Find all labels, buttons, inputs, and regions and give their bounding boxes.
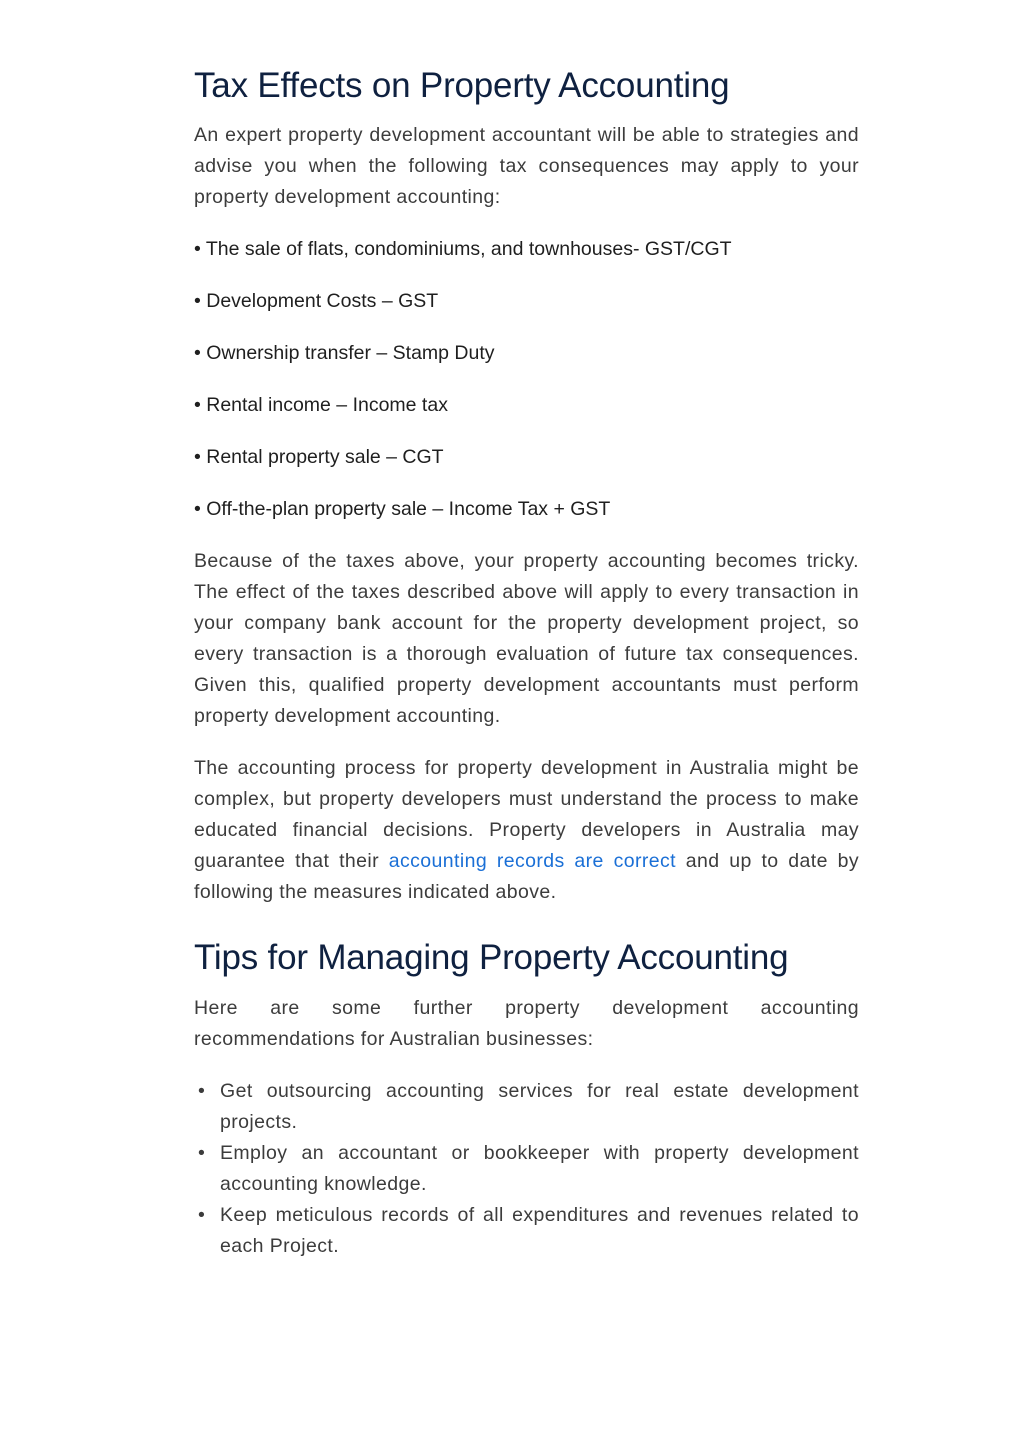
tips-intro-paragraph: Here are some further property development accounting recommendations for Australian businesses: <box>194 997 859 1050</box>
list-item-text: Get outsourcing accounting services for real estate development projects. <box>220 1080 859 1133</box>
intro-paragraph: An expert property development accountant will be able to strategies and advise you when the following tax consequences may apply to your property development accounting: <box>194 124 859 208</box>
article <box>194 62 859 1262</box>
section-heading-tax-effects: Tax Effects on Property Accounting <box>194 66 730 105</box>
bullet-icon: • <box>198 1080 206 1102</box>
tax-consequences-list <box>194 234 859 525</box>
list-item <box>194 1200 859 1262</box>
list-item: • Rental property sale – CGT <box>194 446 444 468</box>
list-item: • Rental income – Income tax <box>194 394 448 416</box>
list-item: • Development Costs – GST <box>194 290 439 312</box>
list-item <box>194 1138 859 1200</box>
list-item: • The sale of flats, condominiums, and townhouses- GST/CGT <box>194 238 732 260</box>
bullet-icon: • <box>198 1142 206 1164</box>
paragraph-text: The accounting process for property development in Australia might be complex, but property developers must understand the process to make educated financial decisions. Property developers in Australia may guarantee that their <box>194 757 859 872</box>
list-item-text: Employ an accountant or bookkeeper with property development accounting knowledge. <box>220 1142 859 1195</box>
accounting-records-link[interactable]: accounting records are correct <box>388 850 676 872</box>
tips-list <box>194 1076 859 1262</box>
list-item <box>194 1076 859 1138</box>
body-paragraph-process <box>194 753 859 908</box>
body-paragraph-taxes: Because of the taxes above, your property accounting becomes tricky. The effect of the taxes described above will apply to every transaction in your company bank account for the property development project, so every transaction is a thorough evaluation of future tax consequences. Given this, qualified property development accountants must perform property development accounting. <box>194 550 859 727</box>
list-item: • Ownership transfer – Stamp Duty <box>194 342 495 364</box>
list-item-text: Keep meticulous records of all expenditures and revenues related to each Project. <box>220 1204 859 1257</box>
paragraph-text: and up to date by following the measures indicated above. <box>194 850 859 903</box>
list-item: • Off-the-plan property sale – Income Tax + GST <box>194 498 611 520</box>
section-heading-tips: Tips for Managing Property Accounting <box>194 938 789 977</box>
bullet-icon: • <box>198 1204 206 1226</box>
